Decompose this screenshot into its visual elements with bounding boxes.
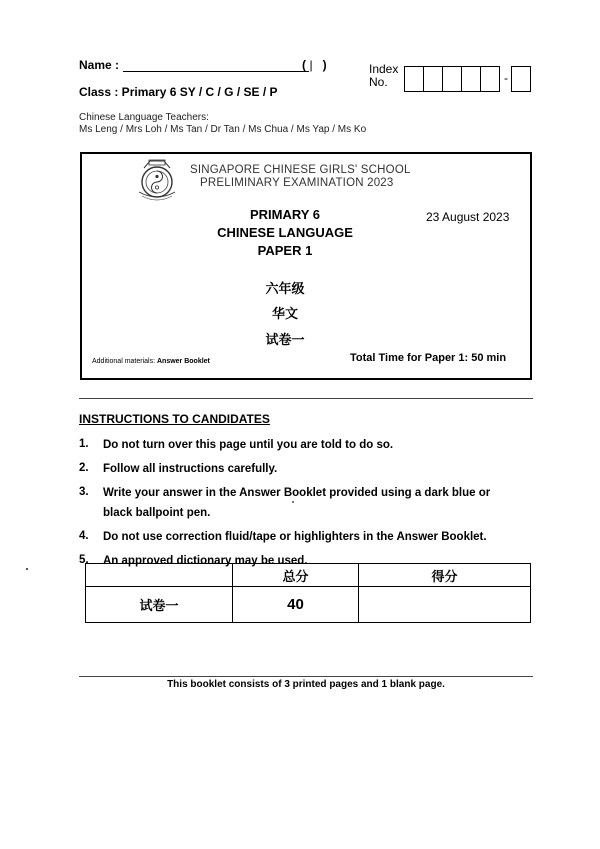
register-number-blank[interactable]: | <box>309 58 313 72</box>
paper-title: PAPER 1 <box>257 243 313 258</box>
school-heading <box>190 164 411 190</box>
cn-level-title: 六年级 <box>265 282 305 297</box>
cn-subject-title: 华文 <box>271 307 298 322</box>
instruction-number: 2. <box>79 462 89 474</box>
additional-materials-value: Answer Booklet <box>156 358 210 365</box>
instruction-text: Do not use correction fluid/tape or highlighters in the Answer Booklet. <box>103 531 487 543</box>
instruction-text: Do not turn over this page until you are told to do so. <box>103 439 394 451</box>
paren-close: ) <box>322 58 327 72</box>
index-number-boxes <box>404 66 531 92</box>
paper-title-block <box>200 206 370 260</box>
index-label-line2: No. <box>369 75 388 89</box>
exam-date: 23 August 2023 <box>426 210 510 224</box>
instruction-item <box>79 462 539 479</box>
instruction-item <box>79 486 499 523</box>
teachers-title: Chinese Language Teachers: <box>79 112 209 123</box>
subject-title: CHINESE LANGUAGE <box>217 225 353 240</box>
name-field <box>79 58 309 72</box>
index-box[interactable] <box>511 66 531 92</box>
instruction-text: Write your answer in the Answer Booklet provided using a dark blue or black ballpoint pen. <box>103 487 491 519</box>
index-label-line1: Index <box>369 62 399 76</box>
class-label: Class : Primary 6 SY / C / G / SE / P <box>79 85 278 99</box>
additional-materials-label: Additional materials: <box>92 358 156 365</box>
divider-bottom <box>79 676 533 677</box>
index-label <box>369 63 398 89</box>
index-box[interactable] <box>404 66 424 92</box>
name-blank-line[interactable] <box>123 59 309 72</box>
total-marks-header: 总分 <box>233 564 359 587</box>
index-box[interactable] <box>423 66 443 92</box>
paper-label-cell: 试卷一 <box>86 587 233 623</box>
school-name: SINGAPORE CHINESE GIRLS' SCHOOL <box>190 164 411 176</box>
marks-obtained-cell[interactable] <box>359 587 531 623</box>
name-label: Name : <box>79 58 120 72</box>
instruction-item <box>79 530 539 547</box>
school-crest-icon <box>134 156 180 202</box>
instruction-number: 3. <box>79 486 89 498</box>
instructions-list <box>79 438 539 578</box>
instruction-text: Follow all instructions carefully. <box>103 463 278 475</box>
paren-open: ( <box>302 58 306 72</box>
score-table-empty-header <box>86 564 233 587</box>
score-table <box>85 563 531 623</box>
teachers-list: Ms Leng / Mrs Loh / Ms Tan / Dr Tan / Ms Chua / Ms Yap / Ms Ko <box>79 124 367 135</box>
index-box[interactable] <box>480 66 500 92</box>
divider-top <box>79 398 533 399</box>
teachers-block <box>79 112 366 136</box>
instruction-item <box>79 438 539 455</box>
marks-obtained-header: 得分 <box>359 564 531 587</box>
total-time: Total Time for Paper 1: 50 min <box>350 352 507 364</box>
level-title: PRIMARY 6 <box>249 207 321 222</box>
instructions-title: INSTRUCTIONS TO CANDIDATES <box>79 412 270 426</box>
index-box[interactable] <box>461 66 481 92</box>
total-marks-cell: 40 <box>233 587 359 623</box>
instruction-number: 5. <box>79 554 89 566</box>
additional-materials <box>92 358 210 365</box>
exam-name: PRELIMINARY EXAMINATION 2023 <box>200 177 394 189</box>
score-table-row <box>86 587 531 623</box>
score-table-header-row <box>86 564 531 587</box>
index-dash: - <box>504 71 508 85</box>
instruction-number: 4. <box>79 530 89 542</box>
register-number-field <box>302 58 327 72</box>
scan-speck <box>292 501 294 503</box>
instruction-text: An approved dictionary may be used. <box>103 555 308 567</box>
cn-paper-title: 试卷一 <box>265 333 305 348</box>
instruction-number: 1. <box>79 438 89 450</box>
scan-speck <box>26 568 28 570</box>
booklet-page-note: This booklet consists of 3 printed pages and 1 blank page. <box>167 679 445 690</box>
index-box[interactable] <box>442 66 462 92</box>
